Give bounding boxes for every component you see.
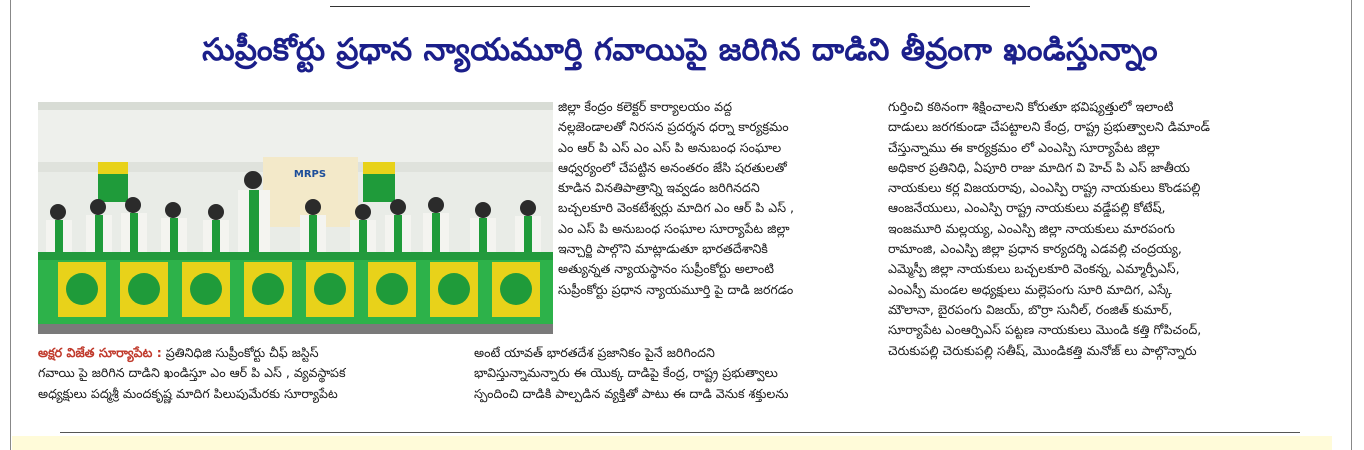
- event-photo: [38, 102, 553, 334]
- column-c-line: అంటే యావత్ భారతదేశ ప్రజానికం పైనే జరిగిందని: [474, 345, 715, 360]
- column-b-line: కూడిన వినతిపాత్రాన్ని ఇవ్వడం జరిగినదని: [558, 180, 760, 196]
- column-d: [888, 97, 1308, 361]
- column-d-line: మౌలానా, బైరపంగు విజయ్, బొర్రా సునీల్, రంజిత్ కుమార్,: [888, 301, 1173, 317]
- column-b-line: జిల్లా కేంద్రం కలెక్టర్ కార్యాలయం వద్ద: [558, 99, 733, 114]
- column-c-line: స్పందించి దాడికి పాల్పడిన వ్యక్తితో పాటు ఈ దాడి వెనుక శక్తులను: [474, 385, 789, 401]
- top-divider: [330, 6, 1030, 7]
- column-b: [558, 97, 878, 300]
- column-d-line: ఎంఎస్పీ మండల అధ్యక్షులు మల్లెపంగు సూరి మాదిగ, ఎస్కే: [888, 281, 1172, 297]
- column-d-line: చెరుకుపల్లి చెరుకుపల్లి సతీష్, మొండికత్తి మనోజ్ లు పాల్గొన్నారు: [888, 342, 1197, 358]
- column-d-line: అధికార ప్రతినిధి, ఏపూరి రాజు మాదిగ వి హెచ్ పి ఎస్ జాతీయ: [888, 159, 1190, 175]
- column-d-line: సూర్యాపేట ఎంఆర్పిఎస్ పట్టణ నాయకులు మొండి కత్తి గోపిచంద్,: [888, 322, 1202, 338]
- bottom-divider: [60, 432, 1300, 433]
- column-a-line-2: గవాయి పై జరిగిన దాడిని ఖండిస్తూ ఎం ఆర్ పి ఎస్ , వ్యవస్థాపక: [38, 365, 346, 381]
- column-a-line-3: అధ్యక్షులు పద్మశ్రీ మందకృష్ణ మాదిగ పిలుపుమేరకు సూర్యాపేట: [38, 385, 338, 401]
- column-b-line: ఇన్చార్జి పాల్గొని మాట్లాడుతూ భారతదేశానికి: [558, 241, 768, 257]
- column-d-line: గుర్తించి కఠినంగా శిక్షించాలని కోరుతూ భవిష్యత్తులో ఇలాంటి: [888, 99, 1174, 114]
- column-b-line: బచ్చలకూరి వెంకటేశ్వర్లు మాదిగ ఎం ఆర్ పి ఎస్ ,: [558, 200, 795, 216]
- column-b-line: ఎం ఎస్ పి అనుబంధ సంఘాల సూర్యాపేట జిల్లా: [558, 220, 790, 236]
- column-b-line: ఎం ఆర్ పి ఎస్ ఎం ఎస్ పి అనుబంధ సంఘాల: [558, 139, 782, 155]
- banner-text: MRPS: [293, 169, 327, 180]
- column-a-line-1: [38, 343, 468, 363]
- column-b-line: సుప్రీంకోర్టు ప్రధాన న్యాయమూర్తి పై దాడి జరగడం: [558, 281, 794, 297]
- column-b-line: అత్యున్నత న్యాయస్థానం సుప్రీంకోర్టు అలాంటి: [558, 261, 774, 277]
- column-d-line: ఎమ్మెస్పీ జిల్లా నాయకులు బచ్చలకూరి వెంకన్న, ఎమ్మార్పీఎస్,: [888, 261, 1180, 277]
- headline: సుప్రీంకోర్టు ప్రధాన న్యాయమూర్తి గవాయిపై జరిగిన దాడిని తీవ్రంగా ఖండిస్తున్నాం: [202, 32, 1158, 68]
- column-b-line: నల్లజెండాలతో నిరసన ప్రదర్శన ధర్నా కార్యక్రమం: [558, 119, 789, 135]
- bottom-band: [12, 436, 1332, 450]
- column-d-line: ఇంజమూరి మల్లయ్య, ఎంఎస్పి జిల్లా నాయకులు మారపంగు: [888, 220, 1176, 236]
- column-d-line: రామాంజి, ఎంఎస్పి జిల్లా ప్రధాన కార్యదర్శి ఎడవల్లి చంద్రయ్య,: [888, 241, 1182, 257]
- column-d-line: నాయకులు కర్ల విజయరావు, ఎంఎస్పి రాష్ట్ర నాయకులు కొండపల్లి: [888, 180, 1201, 196]
- column-d-line: చేస్తున్నాము ఈ కార్యక్రమం లో ఎంఎస్పి సూర్యాపేట జిల్లా: [888, 139, 1160, 155]
- column-d-line: ఆంజనేయులు, ఎంఎస్పి రాష్ట్ర నాయకులు వడ్డేపల్లి కోటేష్,: [888, 200, 1166, 216]
- column-a: [38, 343, 468, 404]
- column-c: [474, 343, 879, 404]
- column-b-line: ఆధ్వర్యంలో చేపట్టిన అనంతరం జేసి షరతులతో: [558, 159, 787, 175]
- column-c-line: భావిస్తున్నామన్నారు ఈ యొక్క దాడిపై కేంద్ర, రాష్ట్ర ప్రభుత్వాలు: [474, 365, 778, 381]
- dateline: అక్షర విజేత సూర్యాపేట :: [38, 345, 162, 360]
- column-a-text: ప్రతినిధిజి సుప్రీంకోర్టు చీఫ్ జస్టిస్: [165, 345, 319, 360]
- column-d-line: దాడులు జరగకుండా చేపట్టాలని కేంద్ర, రాష్ట్ర ప్రభుత్వాలని డిమాండ్: [888, 119, 1210, 135]
